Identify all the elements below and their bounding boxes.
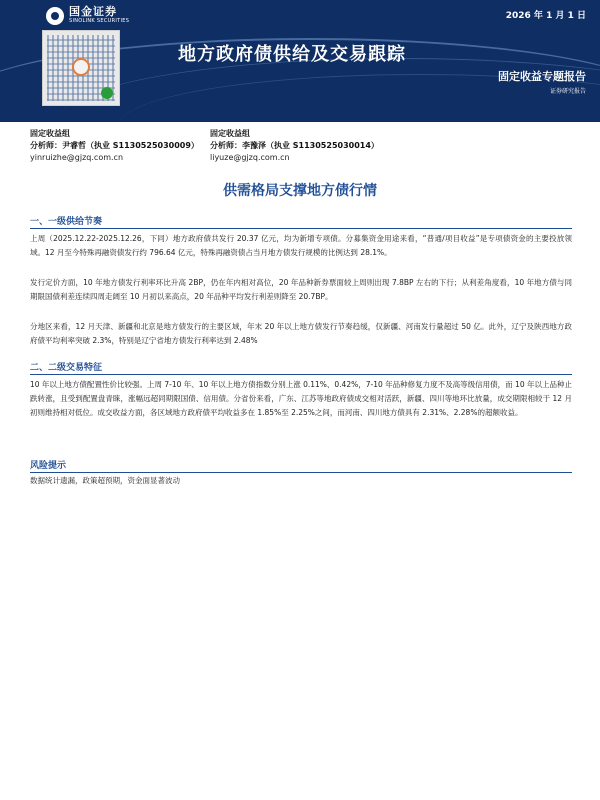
- section-title-risk: 风险提示: [30, 461, 67, 471]
- analyst-group: 固定收益组: [30, 129, 70, 138]
- risk-text: 数据统计遗漏，政策超预期，资金面显著波动: [30, 476, 180, 485]
- qr-code-icon: [42, 30, 120, 106]
- analyst-card: [30, 128, 199, 164]
- logo-en-text: SINOLINK SECURITIES: [69, 18, 130, 24]
- section-divider: [30, 472, 572, 473]
- paragraph: 分地区来看，12 月天津、新疆和北京是地方债发行的主要区域，年末 20 年以上地方债发行节奏趋缓，仅新疆、河南发行量超过 50 亿。此外，辽宁及陕西地方政府债平均利率突破 2.3%，特别是辽宁省地方债发行利率达到 2.48%: [30, 322, 572, 345]
- paragraph: 10 年以上地方债配置性价比较强。上周 7-10 年、10 年以上地方债指数分别上涨 0.11%、0.42%，7-10 年品种修复力度不及高等级信用债，而 10 年以上品种止跌转涨，且受到配置盘青睐，涨幅远超同期限国债、信用债。分省份来看，广东、江苏等地政府债成交相对活跃，新疆、四川等地环比放量，成交期限相较于 12 月初则维持相对低位。成交收益方面，各区域地方政府债平均收益多在 1.85%至 2.25%之间，而河南、四川地方债具有 2.31%、2.28%的超额收益。: [30, 380, 572, 417]
- report-category: 证券研究报告: [549, 88, 586, 95]
- analyst-card: [210, 128, 379, 164]
- qr-center-logo-icon: [72, 58, 90, 76]
- report-type: 固定收益专题报告: [498, 70, 586, 83]
- report-date: 2026 年 1 月 1 日: [505, 11, 586, 21]
- section-title-secondary-trading: 二、二级交易特征: [30, 363, 103, 373]
- logo-icon: [46, 7, 64, 25]
- paragraph: 发行定价方面，10 年地方债发行利率环比升高 2BP，仍在年内相对高位，20 年品种新券票面较上周则出现 7.8BP 左右的下行；从利差角度看，10 年地方债与同期限国债利差连续四周走阔至 10 月初以来高点，20 年品种平均发行利差则降至 20.7BP。: [30, 278, 572, 301]
- section-title-primary-supply: 一、一级供给节奏: [30, 217, 103, 227]
- analyst-email[interactable]: yinruizhe@gjzq.com.cn: [30, 153, 124, 162]
- page-headline: 供需格局支撑地方债行情: [223, 183, 377, 199]
- paragraph: 上周（2025.12.22-2025.12.26，下同）地方政府债共发行 20.37 亿元，均为新增专项债。分募集资金用途来看，“普通/项目收益”是专项债资金的主要投放领域。12 月至今特殊再融资债发行约 796.64 亿元，特殊再融资债占当月地方债发行规模的比例达到 28.1%。: [30, 234, 572, 257]
- company-logo: [46, 6, 129, 25]
- section-divider: [30, 228, 572, 229]
- wechat-badge-icon: [101, 87, 113, 99]
- analyst-group: 固定收益组: [210, 129, 250, 138]
- header-banner: [0, 0, 600, 122]
- analyst-email[interactable]: liyuze@gjzq.com.cn: [210, 153, 290, 162]
- analyst-name: 分析师：尹睿哲（执业 S1130525030009）: [30, 141, 199, 150]
- analyst-name: 分析师：李豫泽（执业 S1130525030014）: [210, 141, 379, 150]
- section-divider: [30, 374, 572, 375]
- logo-cn-text: 国金证券: [69, 5, 117, 18]
- report-title: 地方政府债供给及交易跟踪: [178, 44, 406, 65]
